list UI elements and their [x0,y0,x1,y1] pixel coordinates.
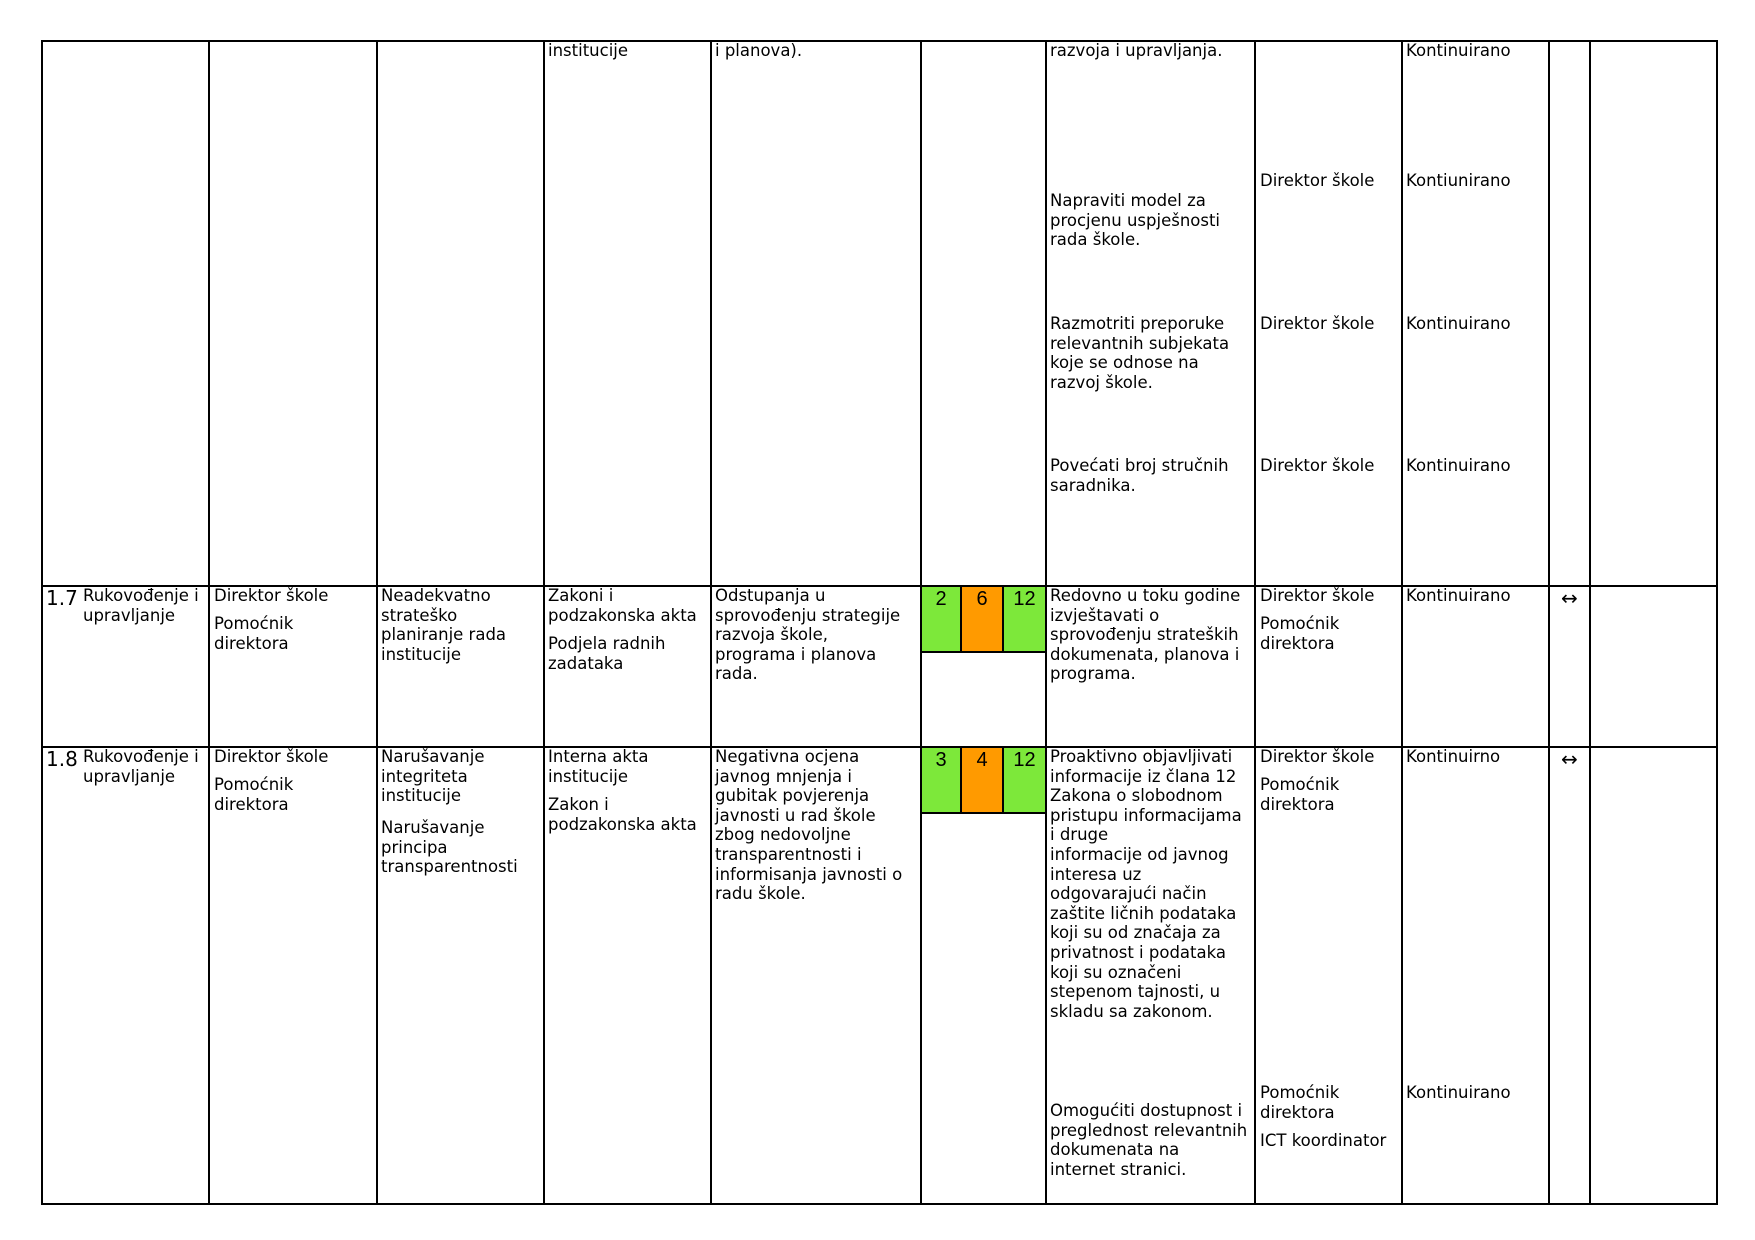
col-line-11 [1716,40,1718,1205]
score-impact: 4 [960,746,1004,814]
col-line-10 [1589,40,1591,1205]
col-line-0 [41,40,43,1205]
measure-text: Napraviti model za procjenu uspješnosti rada škole. [1050,191,1221,250]
cell-consequence: Negativna ocjena javnog mnjenja i gubitak povjerenja javnosti u rad škole zbog nedovoljne transparentnosti i informisanja javnosti o radu škole. [715,747,903,904]
cell-holder: Direktor škole [214,586,329,605]
cell-source: Podjela radnih zadataka [548,634,666,673]
cell-holder: Pomoćnik direktora [214,775,294,814]
cell-risk: Neadekvatno strateško planiranje rada institucije [381,586,507,664]
table-border-bottom [41,1203,1718,1205]
cell-source: Zakon i podzakonska akta [548,795,697,834]
measure-text: Razmotriti preporuke relevantnih subjekata koje se odnose na razvoj škole. [1050,314,1230,392]
col-line-9 [1548,40,1550,1205]
responsible-text: Direktor škole [1260,586,1375,605]
row-number: 1.7 [46,586,78,610]
responsible-text: Direktor škole [1260,314,1375,333]
score-total: 12 [1002,585,1047,653]
responsible-text: Pomoćnik direktora [1260,614,1340,653]
trend-arrow-icon: ↔ [1561,747,1578,771]
measure-text: Omogućiti dostupnost i preglednost relevantnih dokumenata na internet stranici. [1050,1101,1248,1179]
col-line-3 [543,40,545,1205]
cell-area: Rukovođenje i upravljanje [83,747,199,786]
row-number: 1.8 [46,747,78,771]
cell-risk: Narušavanje principa transparentnosti [381,818,518,877]
responsible-text: Pomoćnik direktora [1260,775,1340,814]
deadline-text: Kontinuirano [1406,314,1511,333]
deadline-text: Kontinuirano [1406,456,1511,475]
col-line-4 [710,40,712,1205]
col-line-8 [1401,40,1403,1205]
cell-consequence-continued: i planova). [715,41,803,60]
measure-text: razvoja i upravljanja. [1050,41,1223,60]
cell-source: Interna akta institucije [548,747,649,786]
col-line-2 [376,40,378,1205]
cell-holder: Pomoćnik direktora [214,614,294,653]
col-line-1 [208,40,210,1205]
measure-text: Proaktivno objavljivati informacije iz člana 12 Zakona o slobodnom pristupu informacijama i druge informacije od javnog interesa uz odgovarajući način zaštite ličnih podataka koji su od značaja za privatnost i podataka koji su označeni stepenom tajnosti, u skladu sa zakonom. [1050,747,1242,1021]
cell-source-continued: institucije [548,41,629,60]
deadline-text: Kontinuirano [1406,41,1511,60]
responsible-text: Direktor škole [1260,747,1375,766]
responsible-text: Direktor škole [1260,456,1375,475]
deadline-text: Kontinuirano [1406,586,1511,605]
responsible-text: Direktor škole [1260,171,1375,190]
deadline-text: Kontinuirano [1406,1083,1511,1102]
cell-source: Zakoni i podzakonska akta [548,586,697,625]
deadline-text: Kontinuirno [1406,747,1501,766]
measure-text: Redovno u toku godine izvještavati o sprovođenju strateških dokumenata, planova i programa. [1050,586,1241,684]
deadline-text: Kontiunirano [1406,171,1511,190]
score-probability: 2 [920,585,962,653]
score-total: 12 [1002,746,1047,814]
responsible-text: ICT koordinator [1260,1131,1387,1150]
trend-arrow-icon: ↔ [1561,586,1578,610]
measure-text: Povećati broj stručnih saradnika. [1050,456,1229,495]
cell-holder: Direktor škole [214,747,329,766]
responsible-text: Pomoćnik direktora [1260,1083,1340,1122]
score-impact: 6 [960,585,1004,653]
cell-consequence: Odstupanja u sprovođenju strategije razvoja škole, programa i planova rada. [715,586,901,684]
cell-area: Rukovođenje i upravljanje [83,586,199,625]
score-probability: 3 [920,746,962,814]
cell-risk: Narušavanje integriteta institucije [381,747,485,806]
col-line-7 [1254,40,1256,1205]
